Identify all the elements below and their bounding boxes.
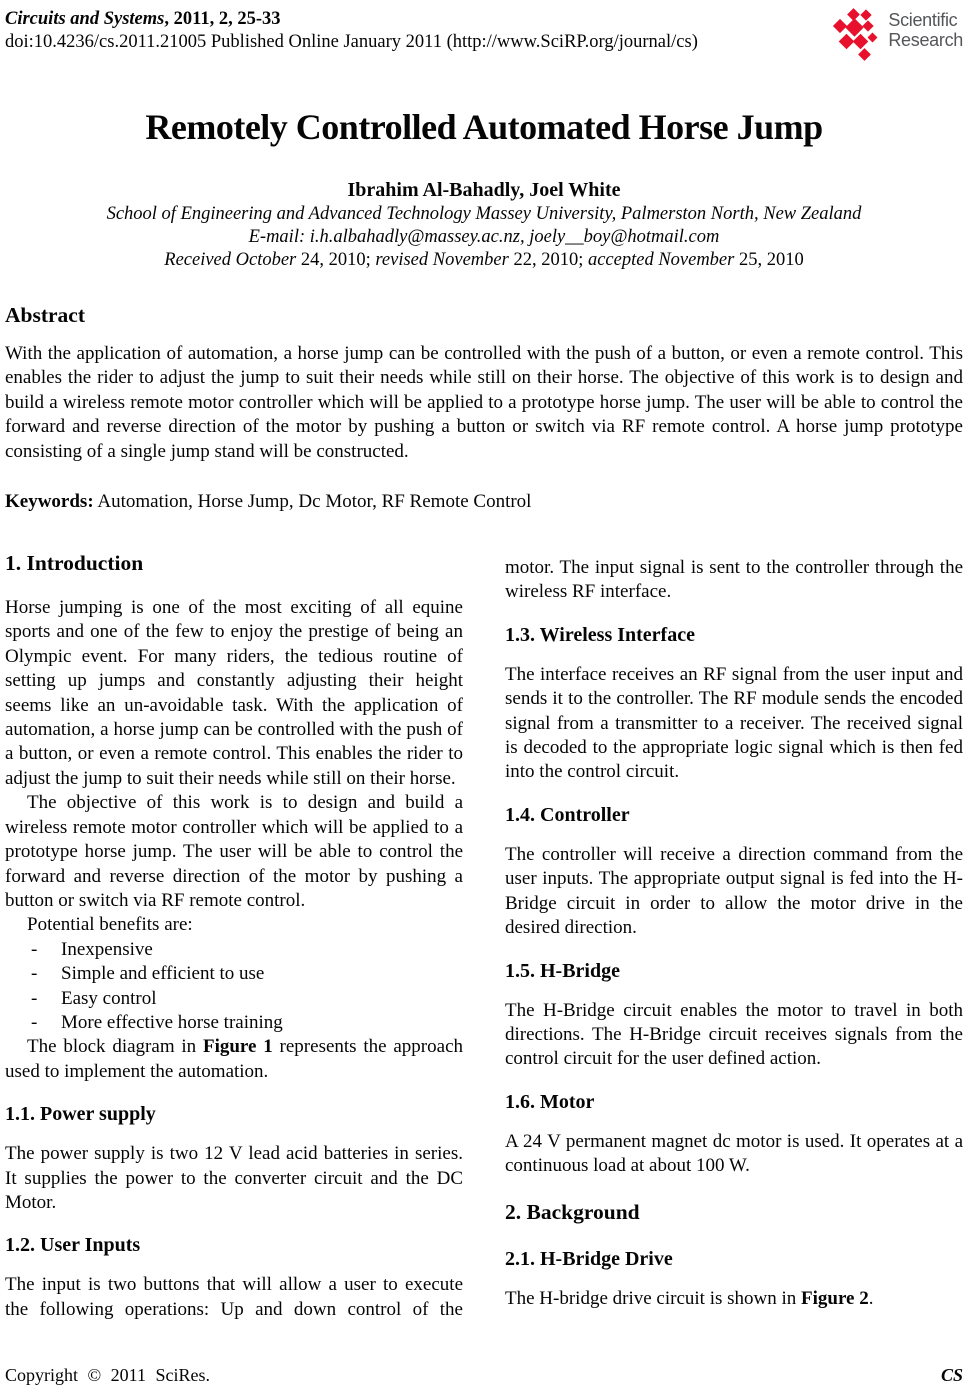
two-column-body (5, 548, 963, 1322)
dash-marker: - (31, 1011, 38, 1033)
intro-paragraph-1 (5, 596, 463, 791)
email-line: E-mail: i.h.albahadly@massey.ac.nz, joely__boy@hotmail.com (248, 227, 720, 247)
text-segment: The objective of this work is to design and build a wireless remote motor controller which will be applied to a prototype horse jump. The user will be able to control the forward and reverse direction of the motor by pushing a button or switch via RF remote control. (5, 792, 463, 911)
list-item (5, 1011, 463, 1035)
text-segment: The H-Bridge circuit enables the motor to travel in both directions. The H-Bridge circuit receives signals from the control circuit for the user defined action. (505, 999, 963, 1070)
heading-1-4-controller: 1.4. Controller (505, 803, 630, 826)
heading-1-6-motor: 1.6. Motor (505, 1090, 595, 1113)
text-segment: The power supply is two 12 V lead acid batteries in series. It supplies the power to the converter circuit and the DC Motor. (5, 1143, 463, 1213)
right-column (505, 548, 963, 1311)
h-bridge-paragraph (505, 999, 963, 1072)
journal-header (5, 8, 963, 62)
keywords-text: Automation, Horse Jump, Dc Motor, RF Remote Control (93, 491, 532, 513)
received-segment: 25, 2010 (738, 250, 804, 270)
dash-marker: - (31, 987, 38, 1009)
text-segment: The block diagram in (27, 1036, 203, 1058)
intro-paragraph-2 (5, 791, 463, 913)
heading-1-1-power-supply: 1.1. Power supply (5, 1103, 156, 1126)
list-item-text: Simple and efficient to use (61, 963, 265, 985)
journal-issue-pages: , 2011, 2, 25-33 (164, 9, 281, 29)
heading-1-3-wireless-interface: 1.3. Wireless Interface (505, 623, 695, 646)
keywords-line (5, 490, 963, 514)
journal-code: CS (940, 1365, 963, 1385)
dash-marker: - (31, 938, 38, 960)
figure1-reference-paragraph (5, 1035, 463, 1084)
text-segment: The H-bridge drive circuit is shown in (505, 1287, 802, 1309)
text-segment: represents the approach used to implement the automation. (5, 1036, 463, 1082)
logo-word-research: Research (888, 29, 963, 50)
page-footer (5, 1365, 963, 1385)
logo-wordmark (888, 11, 963, 50)
copyright-notice: Copyright © 2011 SciRes. (5, 1365, 211, 1385)
text-segment: The interface receives an RF signal from the user input and sends it to the controller. The RF module sends the encoded signal from a transmitter to a receiver. The received signal is decoded to the appropriate logic signal which is then fed into the control circuit. (505, 663, 963, 783)
power-supply-paragraph (5, 1142, 463, 1215)
text-segment: . (868, 1287, 874, 1309)
journal-info (5, 8, 698, 54)
affiliation-line: School of Engineering and Advanced Technology Massey University, Palmerston North, New Zealand (106, 204, 862, 224)
abstract-paragraph: With the application of automation, a horse jump can be controlled with the push of a button, or even a remote control. This enables the rider to adjust the jump to suit their needs while still on their horse. The objective of this work is to design and build a wireless remote motor controller which will be applied to a prototype horse jump. The user will be able to control the forward and reverse direction of the motor by pushing a button or switch via RF remote control. A horse jump prototype consisting of a single jump stand will be constructed. (5, 343, 963, 462)
list-item-text: Inexpensive (61, 938, 153, 960)
heading-1-2-user-inputs: 1.2. User Inputs (5, 1234, 141, 1257)
abstract-heading: Abstract (5, 303, 86, 327)
list-item (5, 987, 463, 1011)
text-segment: A 24 V permanent magnet dc motor is used. It operates at a continuous load at about 100 W. (505, 1130, 963, 1177)
heading-2-1-h-bridge-drive: 2.1. H-Bridge Drive (505, 1247, 673, 1270)
text-segment: Figure 2 (801, 1287, 869, 1309)
figure2-reference-paragraph (505, 1287, 963, 1311)
byline-block (5, 177, 963, 272)
scientific-research-logo (833, 10, 963, 62)
list-item-text: More effective horse training (61, 1011, 283, 1033)
text-segment: Figure 1 (202, 1036, 273, 1058)
left-column (5, 548, 463, 1322)
received-line (5, 249, 963, 272)
motor-paragraph (505, 1130, 963, 1179)
text-segment: Horse jumping is one of the most exciting of all equine sports and one of the few to enjoy the prestige of being an Olympic event. For many riders, the tedious routine of setting up jumps and constantly adjusting their height seems like an un-avoidable task. With the application of automation, a horse jump can be controlled with the push of a button, or even a remote control. This enables the rider to adjust the jump to suit their needs while still on their horse. (5, 597, 463, 789)
list-item (5, 962, 463, 986)
keywords-label: Keywords: (5, 491, 94, 513)
paper-title: Remotely Controlled Automated Horse Jump (145, 107, 823, 147)
scirp-diamonds-icon (833, 10, 881, 62)
list-item (5, 938, 463, 962)
wireless-interface-paragraph (505, 663, 963, 785)
text-segment: motor. The input signal is sent to the controller through the wireless RF interface. (505, 557, 963, 603)
journal-name: Circuits and Systems (5, 9, 165, 29)
authors-line: Ibrahim Al-Bahadly, Joel White (347, 179, 621, 201)
user-inputs-continued-paragraph (505, 556, 963, 605)
dash-marker: - (31, 963, 38, 985)
logo-word-scientific: Scientific (888, 10, 958, 30)
doi-line: doi:10.4236/cs.2011.21005 Published Online January 2011 (http://www.SciRP.org/journal/cs) (5, 32, 698, 52)
received-segment: 22, 2010; (513, 250, 588, 270)
user-inputs-paragraph (5, 1273, 463, 1322)
heading-2-background: 2. Background (505, 1199, 640, 1224)
journal-citation-line (5, 8, 698, 31)
received-segment: accepted November (587, 250, 739, 270)
potential-benefits-lead (5, 913, 463, 937)
heading-1-5-h-bridge: 1.5. H-Bridge (505, 959, 620, 982)
received-segment: Received October (164, 250, 301, 270)
received-segment: revised November (375, 250, 514, 270)
heading-1-introduction: 1. Introduction (5, 551, 144, 576)
benefits-list (5, 938, 463, 1036)
controller-paragraph (505, 843, 963, 941)
text-segment: The input is two buttons that will allow a user to execute the following operations: Up and down control of the (5, 1274, 463, 1320)
text-segment: Potential benefits are: (27, 914, 193, 936)
received-segment: 24, 2010; (300, 250, 376, 270)
list-item-text: Easy control (61, 987, 157, 1009)
text-segment: The controller will receive a direction command from the user inputs. The appropriate output signal is fed into the H-Bridge circuit in order to allow the motor drive in the desired direction. (505, 843, 963, 939)
